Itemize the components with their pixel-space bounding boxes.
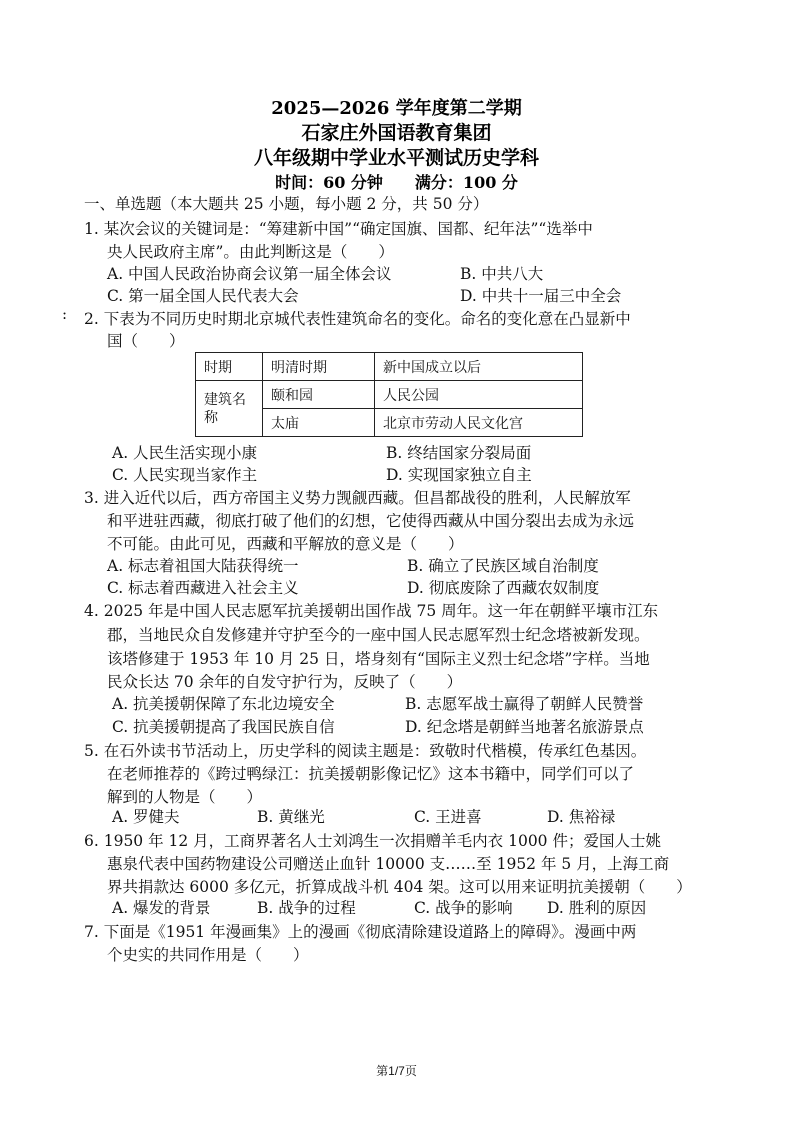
q1-option-d: D. 中共十一届三中全会: [460, 287, 622, 305]
q5-option-b: B. 黄继光: [257, 808, 325, 826]
exam-title: 八年级期中学业水平测试历史学科: [253, 147, 539, 169]
q5-option-a: A. 罗健夫: [112, 808, 180, 826]
q4-option-b: B. 志愿军战士赢得了朝鲜人民赞誉: [405, 695, 644, 713]
q2-option-c: C. 人民实现当家作主: [112, 466, 258, 484]
q2-option-d: D. 实现国家独立自主: [386, 466, 532, 484]
q7-stem-line1: 7. 下面是《1951 年漫画集》上的漫画《彻底清除建设道路上的障碍》。漫画中两: [84, 923, 637, 941]
q1-stem-line2: 央人民政府主席”。由此判断这是（ ）: [107, 243, 394, 261]
q3-stem-line1: 3. 进入近代以后，西方帝国主义势力觊觎西藏。但昌都战役的胜利，人民解放军: [84, 489, 631, 507]
q2-option-a: A. 人民生活实现小康: [112, 444, 258, 462]
section-title: 一、单选题（本大题共 25 小题，每小题 2 分，共 50 分）: [84, 195, 489, 213]
q5-stem-line1: 5. 在石外读书节活动上，历史学科的阅读主题是：致敬时代楷模，传承红色基因。: [84, 742, 647, 760]
q2-option-b: B. 终结国家分裂局面: [386, 444, 532, 462]
q3-stem-line3: 不可能。由此可见，西藏和平解放的意义是（ ）: [107, 535, 464, 553]
q1-option-a: A. 中国人民政治协商会议第一届全体会议: [107, 265, 392, 283]
q6-stem-line1: 6. 1950 年 12 月，工商界著名人士刘鸿生一次捐赠羊毛内衣 1000 件；爱国人士姚: [84, 832, 661, 850]
q1-option-c: C. 第一届全国人民代表大会: [107, 287, 299, 305]
margin-mark: :: [62, 305, 68, 323]
table-cell-r1c2: 人民公园: [375, 381, 583, 409]
q1-stem-line1: 1. 某次会议的关键词是：“筹建新中国”“确定国旗、国都、纪年法”“选举中: [84, 220, 593, 238]
q4-stem-line2: 郡，当地民众自发修建并守护至今的一座中国人民志愿军烈士纪念塔被新发现。: [107, 626, 650, 644]
q3-option-b: B. 确立了民族区域自治制度: [407, 557, 599, 575]
q2-stem-line1: 2. 下表为不同历史时期北京城代表性建筑命名的变化。命名的变化意在凸显新中: [84, 310, 631, 328]
building-name-table: [195, 352, 583, 437]
q4-stem-line3: 该塔修建于 1953 年 10 月 25 日，塔身刻有“国际主义烈士纪念塔”字样。当地: [107, 650, 650, 668]
table-header-ming-qing: 明清时期: [263, 353, 375, 381]
page-number: 第1/7页: [376, 1064, 417, 1078]
exam-time-score: 时间：60 分钟 满分：100 分: [275, 173, 518, 192]
q5-option-c: C. 王进喜: [414, 808, 482, 826]
table-cell-r2c1: 太庙: [263, 409, 375, 437]
q6-option-a: A. 爆发的背景: [112, 899, 211, 917]
table-header-new-china: 新中国成立以后: [375, 353, 583, 381]
q3-option-c: C. 标志着西藏进入社会主义: [107, 579, 299, 597]
school-name: 石家庄外国语教育集团: [301, 122, 492, 144]
table-header-period: 时期: [196, 353, 263, 381]
q6-option-b: B. 战争的过程: [257, 899, 356, 917]
q4-option-a: A. 抗美援朝保障了东北边境安全: [112, 695, 335, 713]
school-year-title: 2025—2026 学年度第二学期: [271, 98, 522, 119]
q4-stem-line4: 民众长达 70 余年的自发守护行为，反映了（ ）: [107, 673, 463, 691]
q1-option-b: B. 中共八大: [460, 265, 544, 283]
table-row-label: 建筑名称: [196, 381, 263, 437]
q3-option-d: D. 彻底废除了西藏农奴制度: [407, 579, 600, 597]
q6-option-d: D. 胜利的原因: [547, 899, 647, 917]
q6-option-c: C. 战争的影响: [414, 899, 513, 917]
q6-stem-line2: 惠泉代表中国药物建设公司赠送止血针 10000 支……至 1952 年 5 月，上海工商: [107, 855, 670, 873]
q4-stem-line1: 4. 2025 年是中国人民志愿军抗美援朝出国作战 75 周年。这一年在朝鲜平壤市江东: [84, 602, 659, 620]
q4-option-c: C. 抗美援朝提高了我国民族自信: [112, 718, 335, 736]
table-cell-r2c2: 北京市劳动人民文化宫: [375, 409, 583, 437]
q3-stem-line2: 和平进驻西藏，彻底打破了他们的幻想，它使得西藏从中国分裂出去成为永远: [107, 512, 635, 530]
q5-option-d: D. 焦裕禄: [547, 808, 616, 826]
q6-stem-line3: 界共捐款达 6000 多亿元，折算成战斗机 404 架。这可以用来证明抗美援朝（ ）: [107, 878, 692, 896]
q4-option-d: D. 纪念塔是朝鲜当地著名旅游景点: [405, 718, 644, 736]
q5-stem-line3: 解到的人物是（ ）: [107, 788, 263, 806]
q7-stem-line2: 个史实的共同作用是（ ）: [107, 946, 309, 964]
q3-option-a: A. 标志着祖国大陆获得统一: [107, 557, 299, 575]
table-cell-r1c1: 颐和园: [263, 381, 375, 409]
q5-stem-line2: 在老师推荐的《跨过鸭绿江：抗美援朝影像记忆》这本书籍中，同学们可以了: [107, 765, 635, 783]
q2-stem-line2: 国（ ）: [107, 332, 185, 350]
